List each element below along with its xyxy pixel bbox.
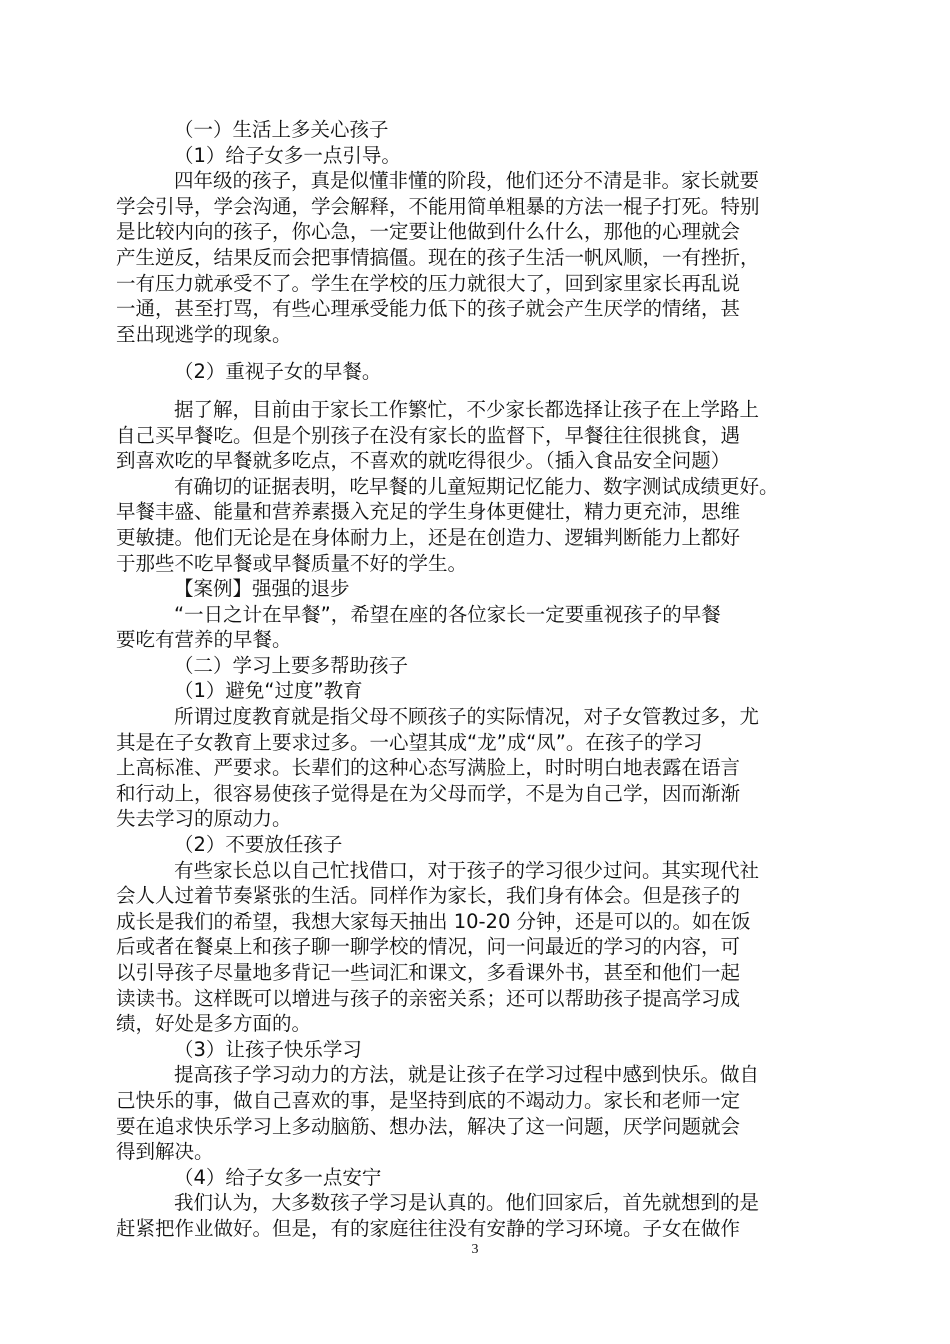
section-heading-life: （一）生活上多关心孩子	[174, 118, 389, 141]
text-line: 成长是我们的希望，我想大家每天抽出 10-20 分钟，还是可以的。如在饭	[116, 909, 751, 933]
subheading-quiet: （4）给子女多一点安宁	[174, 1165, 382, 1189]
text-line: 有些家长总以自己忙找借口，对于孩子的学习很少过问。其实现代社	[174, 858, 760, 882]
text-line: 我们认为，大多数孩子学习是认真的。他们回家后，首先就想到的是	[174, 1191, 760, 1215]
text-line: 上高标准、严要求。长辈们的这种心态写满脸上，时时明白地表露在语言	[116, 756, 741, 780]
text-line: 四年级的孩子，真是似懂非懂的阶段，他们还分不清是非。家长就要	[174, 169, 760, 193]
text-line: 一通，甚至打骂，有些心理承受能力低下的孩子就会产生厌学的情绪，甚	[116, 297, 741, 321]
text-line: 学会引导，学会沟通，学会解释，不能用简单粗暴的方法一棍子打死。特别	[116, 194, 760, 218]
text-line: 和行动上，很容易使孩子觉得是在为父母而学，不是为自己学，因而渐渐	[116, 781, 741, 805]
body-text	[116, 117, 842, 1242]
text-line: 其是在子女教育上要求过多。一心望其成“龙”成“凤”。在孩子的学习	[116, 730, 703, 754]
text-line: 于那些不吃早餐或早餐质量不好的学生。	[116, 551, 468, 575]
text-line: 后或者在餐桌上和孩子聊一聊学校的情况，问一问最近的学习的内容，可	[116, 935, 741, 959]
text-line: 得到解决。	[116, 1140, 214, 1164]
text-line: 是比较内向的孩子，你心急，一定要让他做到什么什么，那他的心理就会	[116, 220, 741, 244]
text-line: 提高孩子学习动力的方法，就是让孩子在学习过程中感到快乐。做自	[174, 1063, 760, 1087]
subheading-breakfast: （2）重视子女的早餐。	[174, 360, 382, 384]
subheading-not-indulge: （2）不要放任孩子	[174, 833, 343, 857]
text-line: 自己买早餐吃。但是个别孩子在没有家长的监督下，早餐往往很挑食，遇	[116, 423, 741, 447]
text-line: 至出现逃学的现象。	[116, 322, 292, 346]
section-heading-study: （二）学习上要多帮助孩子	[174, 653, 409, 677]
text-line: 读读书。这样既可以增进与孩子的亲密关系；还可以帮助孩子提高学习成	[116, 986, 741, 1010]
page-number: 3	[471, 1242, 479, 1257]
text-line: 到喜欢吃的早餐就多吃点，不喜欢的就吃得很少。（插入食品安全问题）	[116, 449, 731, 473]
text-line: “一日之计在早餐”，希望在座的各位家长一定要重视孩子的早餐	[174, 602, 721, 626]
text-line: 所谓过度教育就是指父母不顾孩子的实际情况，对子女管教过多，尤	[174, 705, 760, 729]
text-line: 赶紧把作业做好。但是，有的家庭往往没有安静的学习环境。子女在做作	[116, 1216, 741, 1240]
text-line: 更敏捷。他们无论是在身体耐力上，还是在创造力、逻辑判断能力上都好	[116, 525, 741, 549]
text-line: 会人人过着节奏紧张的生活。同样作为家长，我们身有体会。但是孩子的	[116, 884, 741, 908]
text-line: 以引导孩子尽量地多背记一些词汇和课文，多看课外书，甚至和他们一起	[116, 961, 741, 984]
subheading-guidance: （1）给子女多一点引导。	[174, 143, 401, 167]
text-line: 己快乐的事，做自己喜欢的事，是坚持到底的不竭动力。家长和老师一定	[116, 1088, 741, 1112]
text-line: 产生逆反，结果反而会把事情搞僵。现在的孩子生活一帆风顺，一有挫折，	[116, 245, 760, 269]
text-line: 据了解，目前由于家长工作繁忙，不少家长都选择让孩子在上学路上	[174, 397, 760, 421]
subheading-over-education: （1）避免“过度”教育	[174, 679, 363, 703]
text-line: 有确切的证据表明，吃早餐的儿童短期记忆能力、数字测试成绩更好。	[174, 474, 779, 498]
case-heading: 【案例】强强的退步	[174, 577, 350, 601]
text-line: 绩，好处是多方面的。	[116, 1012, 312, 1036]
subheading-happy-learning: （3）让孩子快乐学习	[174, 1037, 362, 1061]
text-line: 一有压力就承受不了。学生在学校的压力就很大了，回到家里家长再乱说	[116, 271, 741, 295]
text-line: 早餐丰盛、能量和营养素摄入充足的学生身体更健壮，精力更充沛，思维	[116, 500, 741, 524]
text-line: 失去学习的原动力。	[116, 807, 292, 831]
text-line: 要在追求快乐学习上多动脑筋、想办法，解决了这一问题，厌学问题就会	[116, 1114, 741, 1138]
text-line: 要吃有营养的早餐。	[116, 628, 292, 652]
